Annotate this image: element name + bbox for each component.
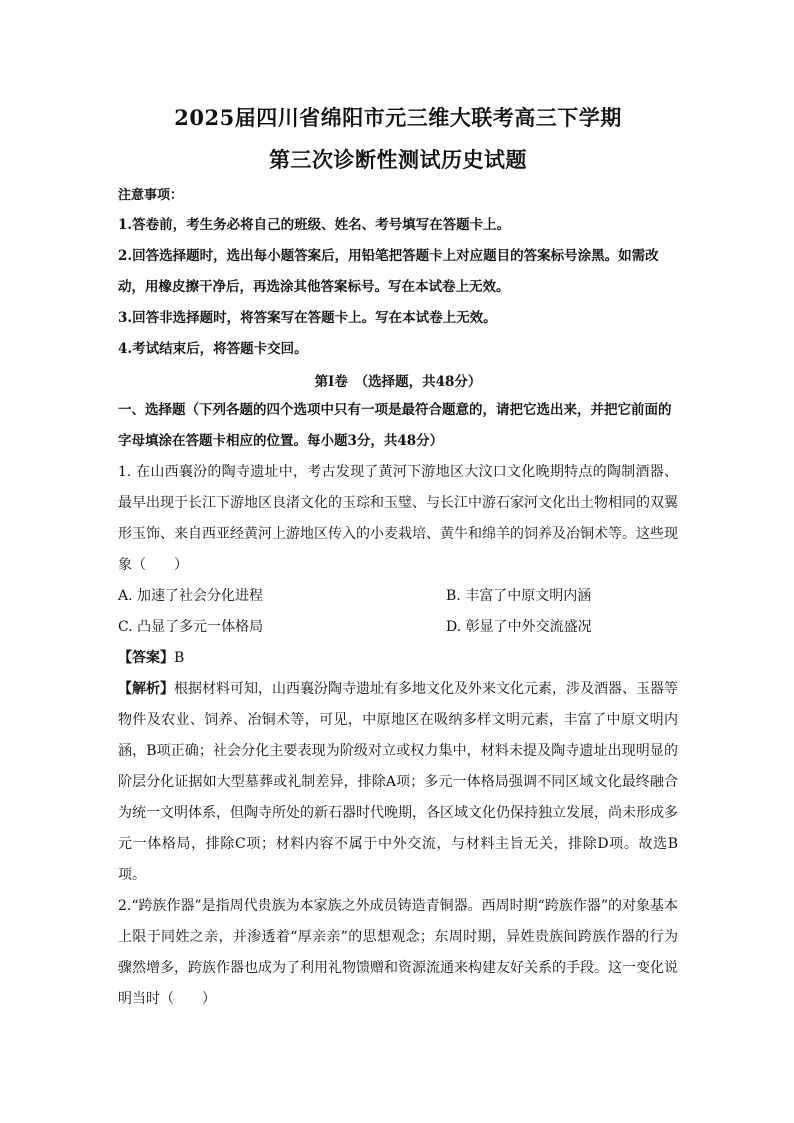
analysis-text: 根据材料可知，山西襄汾陶寺遗址有多地文化及外来文化元素，涉及酒器、玉器等物件及农业、饲养、冶铜术等，可见，中原地区在吸纳多样文明元素，丰富了中原文明内涵，B项正确；社会分化主要表现为阶级对立或权力集中，材料未提及陶寺遗址出现明显的阶层分化证据如大型墓葬或礼制差异，排除A项；多元一体格局强调不同区域文化最终融合为统一文明体系，但陶寺所处的新石器时代晚期，各区域文化仍保持独立发展，尚未形成多元一体格局，排除C项；材料内容不属于中外交流，与材料主旨无关，排除D项。故选B项。 (118, 681, 678, 883)
document-title-line1: 2025届四川省绵阳市元三维大联考高三下学期 (174, 105, 622, 130)
answer-value: B (174, 650, 185, 666)
question-1-option-b: B. 丰富了中原文明内涵 (446, 588, 592, 604)
document-page (118, 100, 678, 1015)
answer-label: 【答案】 (118, 650, 174, 666)
notice-item-4: 4.考试结束后，将答题卡交回。 (118, 341, 308, 357)
notice-heading: 注意事项： (118, 188, 184, 203)
document-title-line2: 第三次诊断性测试历史试题 (269, 147, 527, 172)
question-1-option-c: C. 凸显了多元一体格局 (118, 619, 264, 635)
question-1-stem: 1. 在山西襄汾的陶寺遗址中，考古发现了黄河下游地区大汶口文化晚期特点的陶制酒器、最早出现于长江下游地区良渚文化的玉琮和玉璧、与长江中游石家河文化出土物相同的双翼形玉饰、来自西亚经黄河上游地区传入的小麦栽培、黄牛和绵羊的饲养及冶铜术等。这些现象（ ） (118, 464, 678, 573)
analysis-label: 【解析】 (118, 681, 174, 697)
question-1-option-d: D. 彰显了中外交流盛况 (446, 619, 592, 635)
part-title: 一、选择题（下列各题的四个选项中只有一项是最符合题意的，请把它选出来，并把它前面的字母填涂在答题卡相应的位置。每小题3分，共48分） (118, 402, 672, 449)
question-2-stem: 2.“跨族作器”是指周代贵族为本家族之外成员铸造青铜器。西周时期“跨族作器”的对象基本上限于同姓之亲，并渗透着“厚亲亲”的思想观念；东周时期，异姓贵族间跨族作器的行为骤然增多，跨族作器也成为了利用礼物馈赠和资源流通来构建友好关系的手段。这一变化说明当时（ ） (118, 898, 678, 1007)
notice-item-3: 3.回答非选择题时，将答案写在答题卡上。写在本试卷上无效。 (118, 310, 497, 326)
section-heading: 第Ⅰ卷 （选择题，共48分） (314, 374, 482, 390)
notice-item-1: 1.答卷前，考生务必将自己的班级、姓名、考号填写在答题卡上。 (118, 217, 511, 233)
question-1-answer (118, 643, 678, 674)
notice-item-2: 2.回答选择题时，选出每小题答案后，用铅笔把答题卡上对应题目的答案标号涂黑。如需改动，用橡皮擦干净后，再选涂其他答案标号。写在本试卷上无效。 (118, 248, 659, 295)
question-1-analysis (118, 674, 678, 891)
question-1-options (118, 581, 678, 643)
question-1-option-a: A. 加速了社会分化进程 (118, 588, 264, 604)
